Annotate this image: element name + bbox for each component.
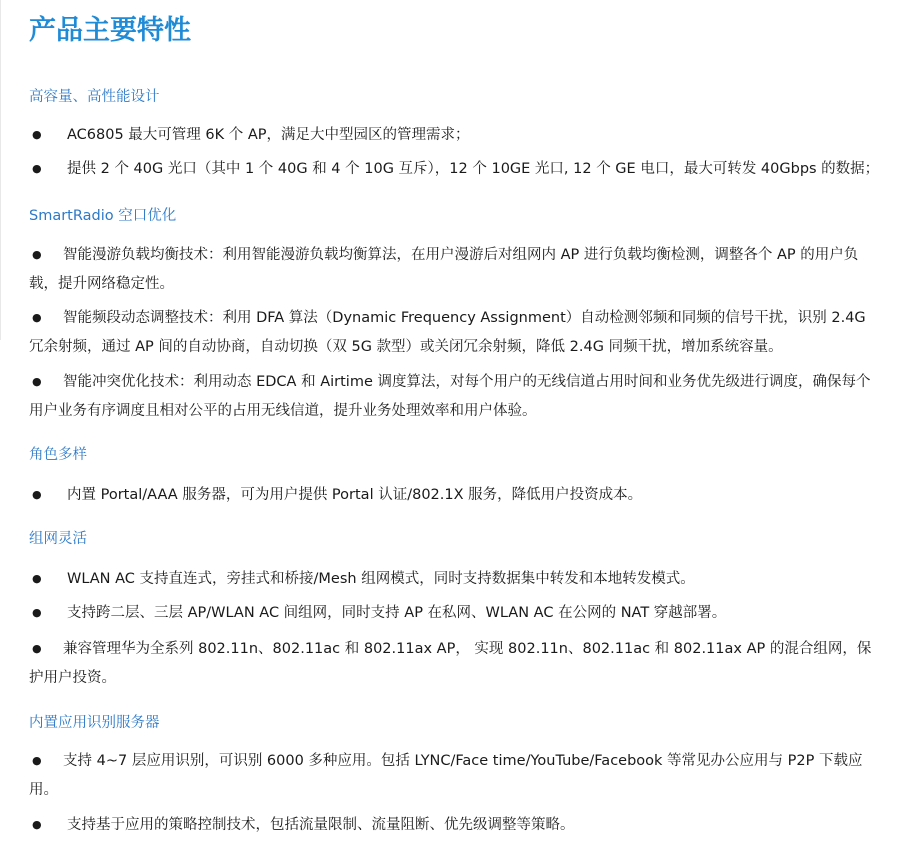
list-item-text: 智能漫游负载均衡技术：利用智能漫游负载均衡算法，在用户漫游后对组网内 AP 进行负载均衡检测，调整各个 AP 的用户负载，提升网络稳定性。 bbox=[29, 247, 859, 292]
list-item bbox=[29, 810, 875, 840]
list-item-text: 支持 4~7 层应用识别，可识别 6000 多种应用。包括 LYNC/Face time/YouTube/Facebook 等常见办公应用与 P2P 下载应用。 bbox=[29, 753, 863, 798]
bullet-icon: ● bbox=[32, 572, 42, 585]
section-heading-capacity: 高容量、高性能设计 bbox=[29, 89, 160, 105]
list-item bbox=[29, 367, 875, 426]
list-item-text: 提供 2 个 40G 光口（其中 1 个 40G 和 4 个 10G 互斥），12 个 10GE 光口, 12 个 GE 电口，最大可转发 40Gbps 的数据； bbox=[67, 161, 880, 177]
bullet-icon: ● bbox=[32, 311, 42, 324]
list-item-text: WLAN AC 支持直连式，旁挂式和桥接/Mesh 组网模式，同时支持数据集中转发和本地转发模式。 bbox=[67, 571, 695, 587]
left-divider bbox=[0, 0, 1, 340]
bullet-icon: ● bbox=[32, 375, 42, 388]
list-item bbox=[29, 154, 880, 184]
bullet-icon: ● bbox=[32, 754, 42, 767]
bullet-icon: ● bbox=[32, 162, 42, 175]
list-item bbox=[29, 480, 875, 510]
bullet-icon: ● bbox=[32, 128, 42, 141]
list-item-text: 智能冲突优化技术：利用动态 EDCA 和 Airtime 调度算法，对每个用户的无线信道占用时间和业务优先级进行调度，确保每个用户业务有序调度且相对公平的占用无线信道，提升业务处理效率和用户体验。 bbox=[29, 374, 871, 419]
section-heading-smartradio: SmartRadio 空口优化 bbox=[29, 208, 177, 224]
bullet-icon: ● bbox=[32, 606, 42, 619]
bullet-icon: ● bbox=[32, 488, 42, 501]
list-item bbox=[29, 634, 875, 693]
list-item-text: 兼容管理华为全系列 802.11n、802.11ac 和 802.11ax AP， 实现 802.11n、802.11ac 和 802.11ax AP 的混合组网，保护用户投资。 bbox=[29, 641, 872, 686]
list-item bbox=[29, 240, 875, 299]
list-item bbox=[29, 746, 875, 805]
section-heading-roles: 角色多样 bbox=[29, 447, 87, 463]
list-item-text: 支持跨二层、三层 AP/WLAN AC 间组网，同时支持 AP 在私网、WLAN AC 在公网的 NAT 穿越部署。 bbox=[67, 605, 727, 621]
page-title: 产品主要特性 bbox=[29, 15, 191, 46]
list-item-text: 支持基于应用的策略控制技术，包括流量限制、流量阻断、优先级调整等策略。 bbox=[67, 817, 575, 833]
list-item-text: 智能频段动态调整技术：利用 DFA 算法（Dynamic Frequency Assignment）自动检测邻频和同频的信号干扰，识别 2.4G 冗余射频，通过 AP 间的自动协商，自动切换（双 5G 款型）或关闭冗余射频，降低 2.4G 同频干扰，增加系统容量。 bbox=[29, 310, 866, 355]
bullet-icon: ● bbox=[32, 248, 42, 261]
list-item bbox=[29, 120, 875, 150]
list-item bbox=[29, 598, 875, 628]
bullet-icon: ● bbox=[32, 818, 42, 831]
list-item-text: 内置 Portal/AAA 服务器，可为用户提供 Portal 认证/802.1X 服务，降低用户投资成本。 bbox=[67, 487, 643, 503]
section-heading-networking: 组网灵活 bbox=[29, 531, 87, 547]
list-item bbox=[29, 564, 875, 594]
section-heading-app-identification: 内置应用识别服务器 bbox=[29, 715, 160, 731]
list-item bbox=[29, 303, 875, 362]
bullet-icon: ● bbox=[32, 642, 42, 655]
list-item-text: AC6805 最大可管理 6K 个 AP，满足大中型园区的管理需求； bbox=[67, 127, 470, 143]
